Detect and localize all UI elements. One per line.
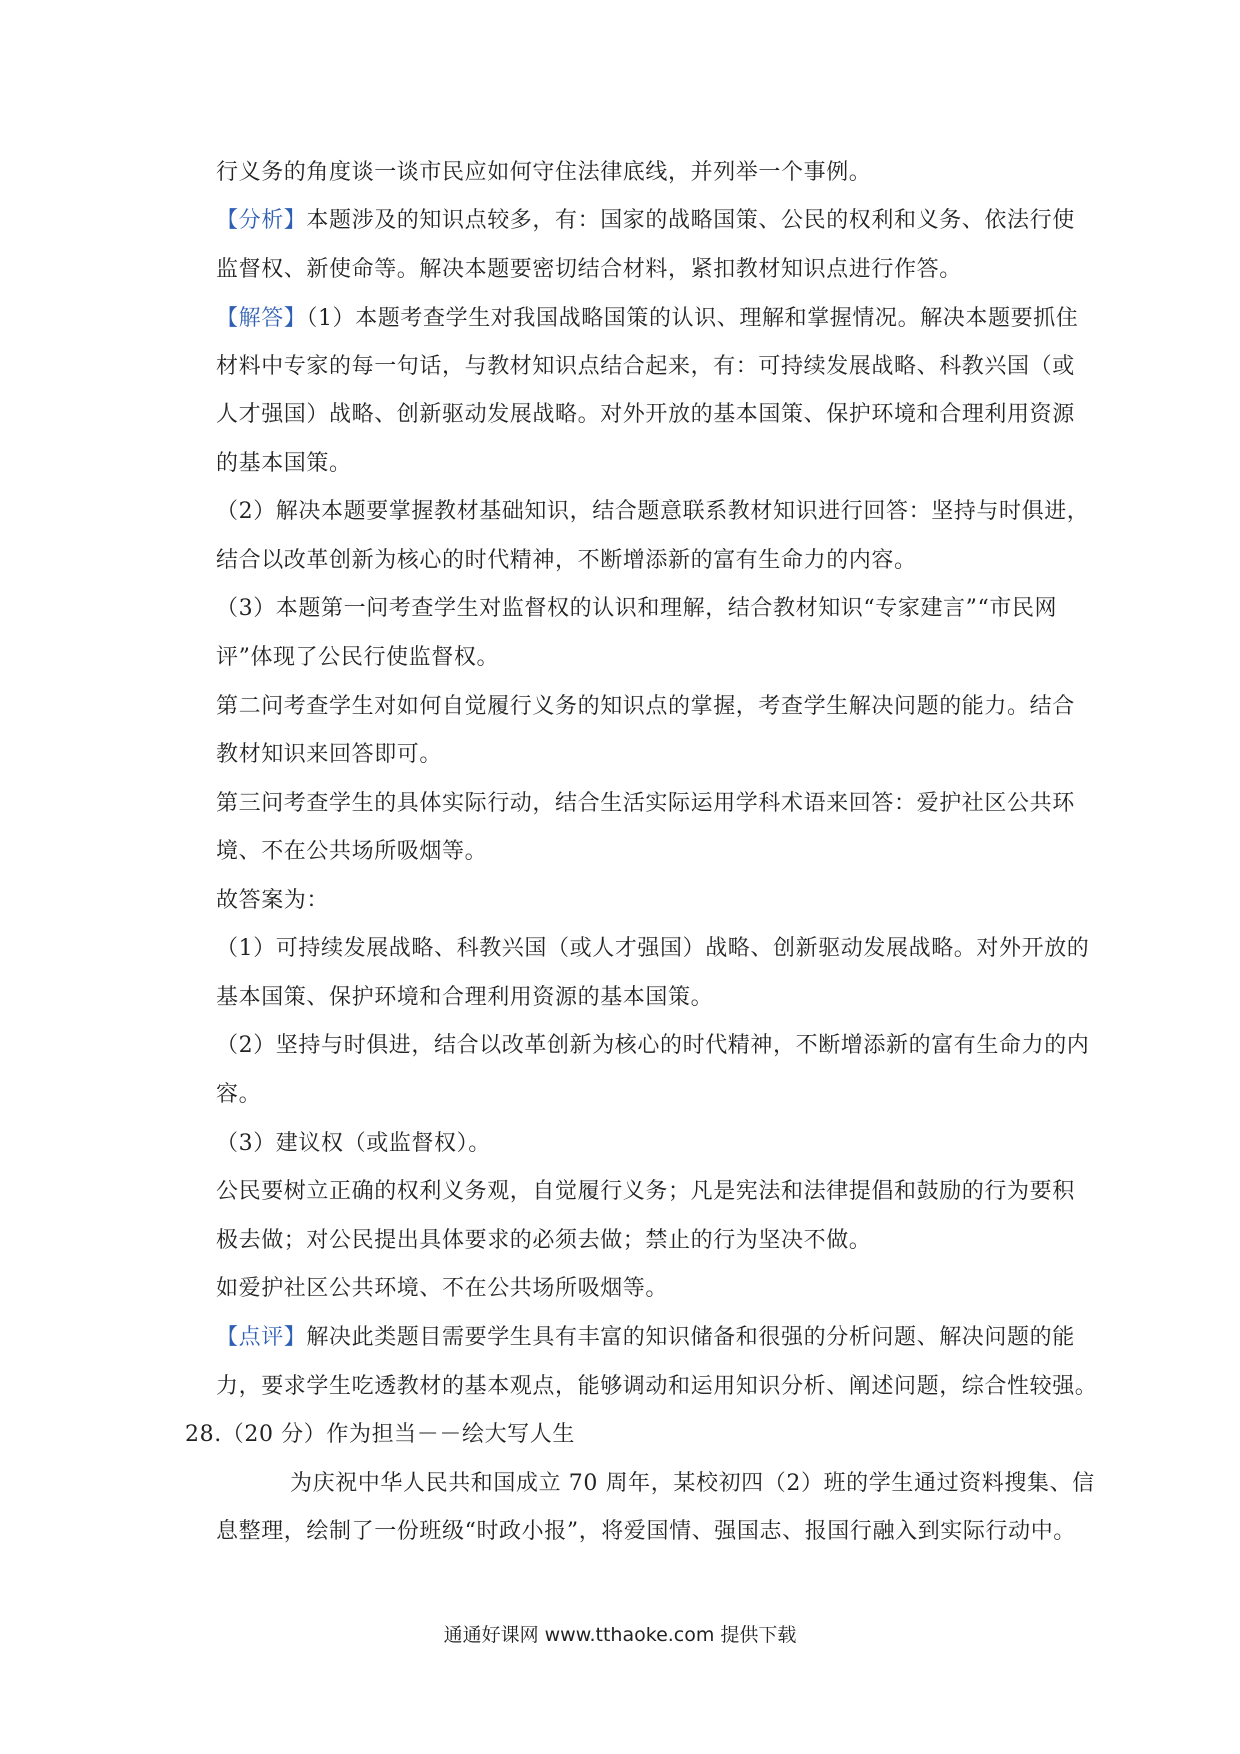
text-line: 力，要求学生吃透教材的基本观点，能够调动和运用知识分析、阐述问题，综合性较强。 bbox=[216, 1374, 1098, 1399]
text-line: 基本国策、保护环境和合理利用资源的基本国策。 bbox=[216, 985, 714, 1010]
text-line: 第二问考查学生对如何自觉履行义务的知识点的掌握，考查学生解决问题的能力。结合 bbox=[216, 694, 1075, 719]
text-line: 材料中专家的每一句话，与教材知识点结合起来，有：可持续发展战略、科教兴国（或 bbox=[216, 354, 1075, 379]
footer-watermark: 通通好课网 www.tthaoke.com 提供下载 bbox=[443, 1624, 797, 1646]
text-line: 为庆祝中华人民共和国成立 70 周年，某校初四（2）班的学生通过资料搜集、信 bbox=[290, 1471, 1095, 1496]
text-line: 【点评】解决此类题目需要学生具有丰富的知识储备和很强的分析问题、解决问题的能 bbox=[216, 1325, 1075, 1350]
text-line: 教材知识来回答即可。 bbox=[216, 742, 443, 767]
text-line: 如爱护社区公共环境、不在公共场所吸烟等。 bbox=[216, 1276, 669, 1301]
text-line: 容。 bbox=[216, 1082, 262, 1107]
section-tag-analysis: 【分析】 bbox=[216, 208, 307, 233]
text-line: （1）可持续发展战略、科教兴国（或人才强国）战略、创新驱动发展战略。对外开放的 bbox=[216, 936, 1090, 961]
question-heading: 28.（20 分）作为担当－－绘大写人生 bbox=[185, 1422, 575, 1447]
text-line: （3）本题第一问考查学生对监督权的认识和理解，结合教材知识“专家建言”“市民网 bbox=[216, 596, 1058, 621]
text-line: （2）解决本题要掌握教材基础知识，结合题意联系教材知识进行回答：坚持与时俱进， bbox=[216, 499, 1090, 524]
text-line: 故答案为： bbox=[216, 888, 330, 913]
text-line: 结合以改革创新为核心的时代精神，不断增添新的富有生命力的内容。 bbox=[216, 548, 917, 573]
text-line: 极去做；对公民提出具体要求的必须去做；禁止的行为坚决不做。 bbox=[216, 1228, 872, 1253]
text-line: 行义务的角度谈一谈市民应如何守住法律底线，并列举一个事例。 bbox=[216, 160, 872, 185]
text-line: 的基本国策。 bbox=[216, 451, 352, 476]
text-line: 监督权、新使命等。解决本题要密切结合材料，紧扣教材知识点进行作答。 bbox=[216, 257, 962, 282]
section-tag-comment: 【点评】 bbox=[216, 1325, 307, 1350]
text-line: 境、不在公共场所吸烟等。 bbox=[216, 839, 488, 864]
text-line: 息整理，绘制了一份班级“时政小报”，将爱国情、强国志、报国行融入到实际行动中。 bbox=[216, 1519, 1076, 1544]
text-line: 【解答】（1）本题考查学生对我国战略国策的认识、理解和掌握情况。解决本题要抓住 bbox=[216, 306, 1079, 331]
text-line: 人才强国）战略、创新驱动发展战略。对外开放的基本国策、保护环境和合理利用资源 bbox=[216, 402, 1075, 427]
text-line: 公民要树立正确的权利义务观，自觉履行义务；凡是宪法和法律提倡和鼓励的行为要积 bbox=[216, 1179, 1075, 1204]
text-line: 【分析】本题涉及的知识点较多，有：国家的战略国策、公民的权利和义务、依法行使 bbox=[216, 208, 1075, 233]
section-tag-answer: 【解答】 bbox=[216, 306, 307, 331]
text-line: 评”体现了公民行使监督权。 bbox=[216, 645, 500, 670]
text-line: 第三问考查学生的具体实际行动，结合生活实际运用学科术语来回答：爱护社区公共环 bbox=[216, 791, 1075, 816]
text-line: （2）坚持与时俱进，结合以改革创新为核心的时代精神，不断增添新的富有生命力的内 bbox=[216, 1033, 1090, 1058]
text-line: （3）建议权（或监督权）。 bbox=[216, 1131, 491, 1156]
